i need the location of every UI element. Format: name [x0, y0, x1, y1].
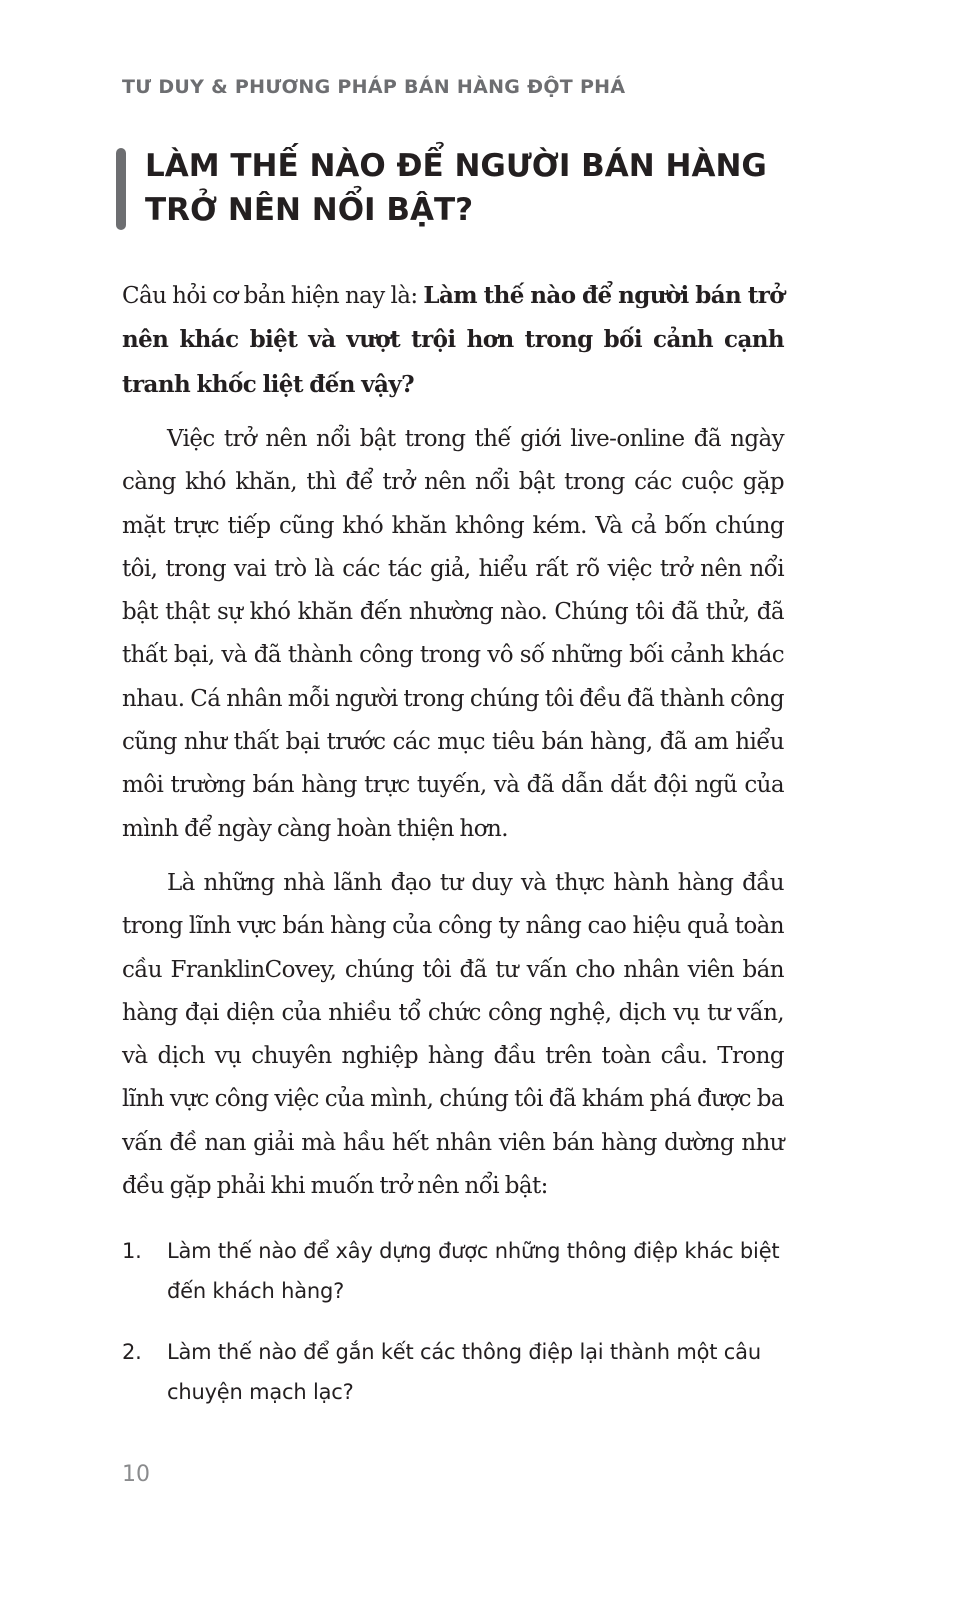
chapter-title-line-1: LÀM THẾ NÀO ĐỂ NGƯỜI BÁN HÀNG [145, 148, 767, 184]
intro-lead: Câu hỏi cơ bản hiện nay là: [122, 283, 424, 309]
body-paragraph-1: Việc trở nên nổi bật trong thế giới live-online đã ngày càng khó khăn, thì để trở nên nổi bật trong các cuộc gặp mặt trực tiếp cũng khó khăn không kém. Và cả bốn chúng tôi, trong vai trò là các tác giả, hiểu rất rõ việc trở nên nổi bật thật sự khó khăn đến nhường nào. Chúng tôi đã thử, đã thất bại, và đã thành công trong vô số những bối cảnh khác nhau. Cá nhân mỗi người trong chúng tôi đều đã thành công cũng như thất bại trước các mục tiêu bán hàng, đã am hiểu môi trường bán hàng trực tuyến, và đã dẫn dắt đội ngũ của mình để ngày càng hoàn thiện hơn. [122, 426, 784, 842]
intro-paragraph [122, 274, 784, 407]
chapter-title-line-2: TRỞ NÊN NỔI BẬT? [145, 192, 474, 228]
list-item [122, 1332, 784, 1412]
chapter-title [145, 144, 825, 232]
list-item-number: 2. [122, 1340, 142, 1364]
list-item-number: 1. [122, 1239, 142, 1263]
list-item-text: Làm thế nào để gắn kết các thông điệp lại thành một câu chuyện mạch lạc? [167, 1340, 761, 1404]
running-header: TƯ DUY & PHƯƠNG PHÁP BÁN HÀNG ĐỘT PHÁ [122, 76, 626, 98]
list-item [122, 1231, 784, 1311]
body-paragraph-2: Là những nhà lãnh đạo tư duy và thực hành hàng đầu trong lĩnh vực bán hàng của công ty nâng cao hiệu quả toàn cầu FranklinCovey, chúng tôi đã tư vấn cho nhân viên bán hàng đại diện của nhiều tổ chức công nghệ, dịch vụ tư vấn, và dịch vụ chuyên nghiệp hàng đầu trên toàn cầu. Trong lĩnh vực công việc của mình, chúng tôi đã khám phá được ba vấn đề nan giải mà hầu hết nhân viên bán hàng dường như đều gặp phải khi muốn trở nên nổi bật: [122, 870, 784, 1200]
numbered-list-item-1 [122, 1231, 784, 1311]
chapter-title-bar [116, 148, 126, 230]
page-number: 10 [122, 1462, 150, 1487]
intro-question: Làm thế nào để người bán trở nên khác biệt và vượt trội hơn trong bối cảnh cạnh tranh khốc liệt đến vậy? [122, 282, 784, 398]
list-item-text: Làm thế nào để xây dựng được những thông điệp khác biệt đến khách hàng? [167, 1239, 780, 1303]
numbered-list-item-2 [122, 1332, 784, 1412]
